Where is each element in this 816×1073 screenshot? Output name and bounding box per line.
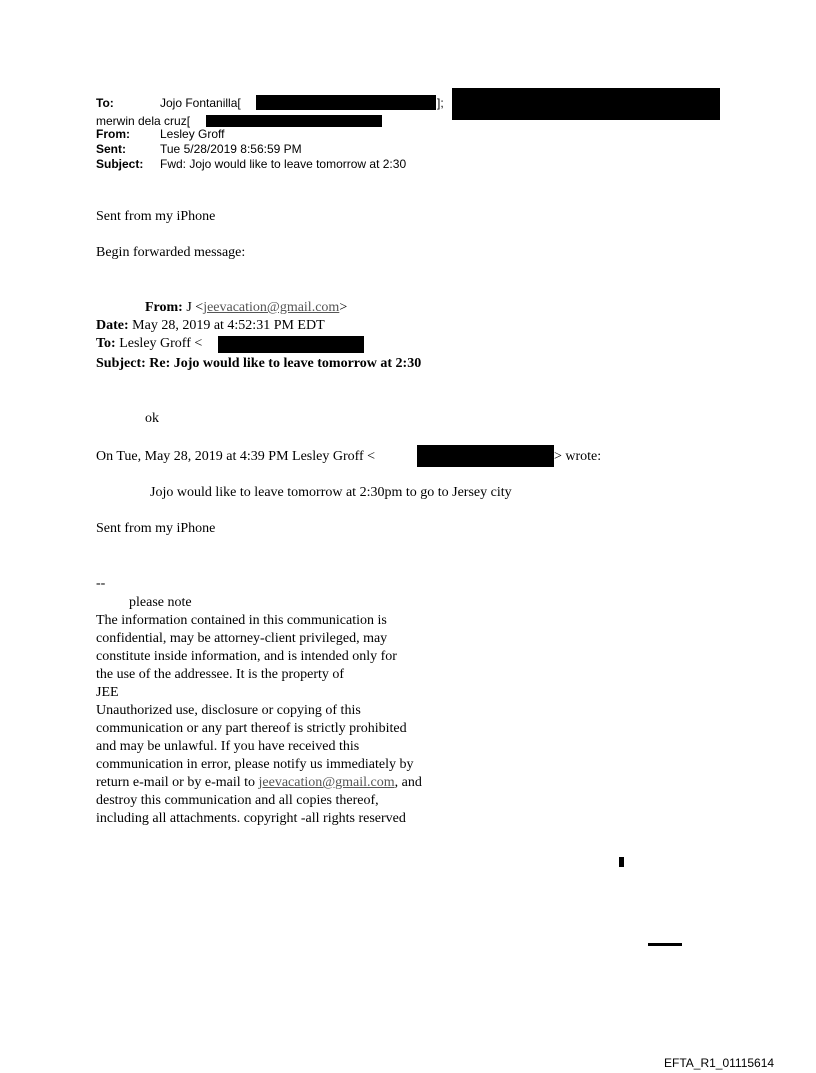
disclaimer	[96, 612, 422, 828]
redaction-block	[417, 445, 554, 467]
from-value: Lesley Groff	[160, 127, 225, 141]
document-id: EFTA_R1_01115614	[664, 1056, 775, 1070]
fwd-date-row	[96, 317, 325, 335]
disclaimer-line: constitute inside information, and is intended only for	[96, 649, 397, 664]
disclaimer-line: JEE	[96, 685, 119, 700]
to-value: Jojo Fontanilla[	[160, 96, 241, 110]
scan-mark	[619, 857, 624, 867]
from-label: From:	[96, 127, 130, 141]
fwd-to-row	[96, 335, 202, 353]
sent-value: Tue 5/28/2019 8:56:59 PM	[160, 142, 302, 156]
redaction-block	[452, 88, 720, 120]
fwd-date-value: May 28, 2019 at 4:52:31 PM EDT	[132, 318, 325, 333]
redaction-block	[218, 336, 364, 353]
fwd-subject-label: Subject:	[96, 356, 146, 371]
scan-mark	[648, 943, 682, 946]
fwd-to-label: To:	[96, 336, 116, 351]
to-row-2: merwin dela cruz[	[96, 114, 191, 128]
sent-from-iphone: Sent from my iPhone	[96, 209, 216, 224]
disclaimer-line: including all attachments. copyright -all rights reserved	[96, 811, 406, 826]
on-wrote-prefix: On Tue, May 28, 2019 at 4:39 PM Lesley Groff <	[96, 449, 376, 464]
to-label: To:	[96, 96, 114, 110]
disclaimer-email-link[interactable]: jeevacation@gmail.com	[258, 775, 395, 790]
reply-text: ok	[145, 411, 159, 426]
fwd-from-email-link[interactable]: jeevacation@gmail.com	[203, 300, 340, 315]
signature-dash: --	[96, 576, 106, 591]
subject-value: Fwd: Jojo would like to leave tomorrow at 2:30	[160, 157, 407, 171]
begin-forwarded: Begin forwarded message:	[96, 245, 246, 260]
fwd-to-value: Lesley Groff <	[119, 336, 203, 351]
disclaimer-line: the use of the addressee. It is the property of	[96, 667, 345, 682]
redaction-block	[206, 115, 382, 127]
fwd-date-label: Date:	[96, 318, 129, 333]
disclaimer-line: Unauthorized use, disclosure or copying of this	[96, 703, 361, 718]
to-row	[96, 96, 241, 110]
disclaimer-line: and may be unlawful. If you have received this	[96, 739, 360, 754]
fwd-from-row	[145, 299, 347, 317]
from-row	[96, 127, 225, 141]
quoted-text: Jojo would like to leave tomorrow at 2:30pm to go to Jersey city	[150, 485, 512, 500]
redaction-block	[256, 95, 436, 110]
fwd-from-close: >	[339, 300, 348, 315]
fwd-subject-row	[96, 355, 421, 373]
fwd-from-name: J <	[186, 300, 204, 315]
subject-row	[96, 157, 407, 171]
disclaimer-line: confidential, may be attorney-client privileged, may	[96, 631, 388, 646]
disclaimer-line: The information contained in this communication is	[96, 613, 387, 628]
sent-label: Sent:	[96, 142, 126, 156]
disclaimer-email-line: return e-mail or by e-mail to jeevacation@gmail.com, and	[96, 775, 422, 790]
disclaimer-line: communication in error, please notify us immediately by	[96, 757, 414, 772]
disclaimer-line: destroy this communication and all copies thereof,	[96, 793, 379, 808]
please-note: please note	[129, 595, 192, 610]
sent-from-iphone-2: Sent from my iPhone	[96, 521, 216, 536]
disclaimer-line: communication or any part thereof is strictly prohibited	[96, 721, 407, 736]
fwd-from-label: From:	[145, 300, 183, 315]
to-separator: ];	[437, 96, 444, 110]
subject-label: Subject:	[96, 157, 144, 171]
sent-row	[96, 142, 302, 156]
on-wrote-suffix: > wrote:	[554, 449, 602, 464]
fwd-subject-value: Re: Jojo would like to leave tomorrow at 2:30	[149, 356, 422, 371]
